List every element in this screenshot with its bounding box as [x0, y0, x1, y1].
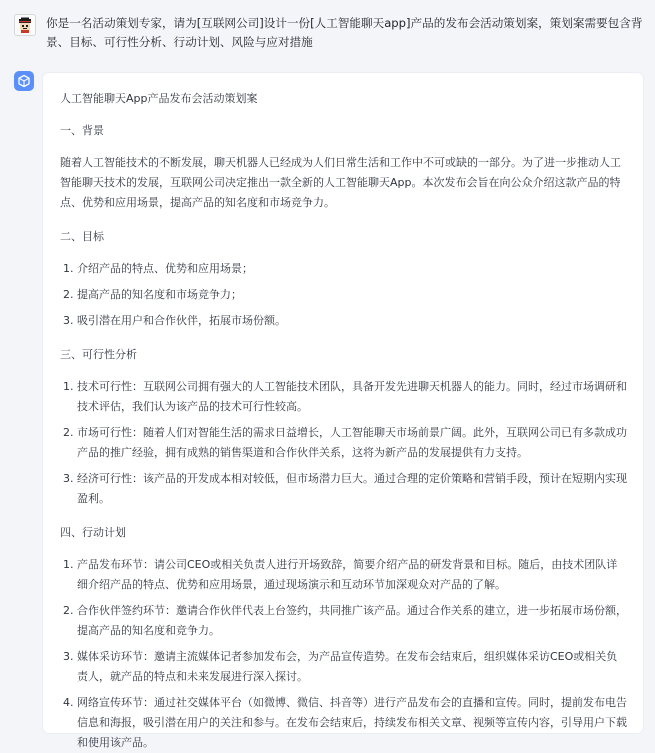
section-heading-feasibility: 三、可行性分析: [60, 348, 137, 361]
user-avatar[interactable]: [14, 14, 36, 36]
list-item: 1. 产品发布环节：请公司CEO或相关负责人进行开场致辞，简要介绍产品的研发背景和目标。随后，由技术团队详细介绍产品的特点、优势和应用场景，通过现场演示和互动环节加深观众对产品的了解。: [77, 555, 627, 595]
list-item: 3. 吸引潜在用户和合作伙伴，拓展市场份额。: [77, 311, 627, 331]
feasibility-list: [60, 377, 627, 509]
list-item: 4. 网络宣传环节：通过社交媒体平台（如微博、微信、抖音等）进行产品发布会的直播和宣传。同时，提前发布电告信息和海报，吸引潜在用户的关注和参与。在发布会结束后，持续发布相关文章、视频等宣传内容，引导用户下载和使用该产品。: [77, 693, 627, 753]
list-item: 3. 经济可行性：该产品的开发成本相对较低，但市场潜力巨大。通过合理的定价策略和营销手段，预计在短期内实现盈利。: [77, 469, 627, 509]
response-title: 人工智能聊天App产品发布会活动策划案: [60, 92, 258, 105]
action-plan-list: [60, 555, 627, 753]
assistant-response-card: [43, 73, 643, 749]
goals-list: [60, 259, 627, 331]
assistant-avatar: [14, 71, 34, 91]
background-paragraph: 随着人工智能技术的不断发展，聊天机器人已经成为人们日常生活和工作中不可或缺的一部分。为了进一步推动人工智能聊天技术的发展，互联网公司决定推出一款全新的人工智能聊天App。本次发布会旨在向公众介绍这款产品的特点、优势和应用场景，提高产品的知名度和市场竞争力。: [60, 156, 621, 209]
section-heading-background: 一、背景: [60, 124, 104, 137]
section-heading-goals: 二、目标: [60, 230, 104, 243]
user-question: 你是一名活动策划专家，请为[互联网公司]设计一份[人工智能聊天app]产品的发布会活动策划案，策划案需要包含背景、目标、可行性分析、行动计划、风险与应对措施: [46, 16, 643, 49]
cube-icon: [17, 74, 31, 88]
list-item: 2. 提高产品的知名度和市场竞争力；: [77, 285, 627, 305]
list-item: 1. 技术可行性：互联网公司拥有强大的人工智能技术团队，具备开发先进聊天机器人的能力。同时，经过市场调研和技术评估，我们认为该产品的技术可行性较高。: [77, 377, 627, 417]
section-heading-action-plan: 四、行动计划: [60, 526, 126, 539]
list-item: 2. 市场可行性：随着人们对智能生活的需求日益增长，人工智能聊天市场前景广阔。此外，互联网公司已有多款成功产品的推广经验，拥有成熟的销售渠道和合作伙伴关系，这将为新产品的发展提供有力支持。: [77, 423, 627, 463]
pirate-skull-icon: [16, 16, 34, 34]
list-item: 2. 合作伙伴签约环节：邀请合作伙伴代表上台签约，共同推广该产品。通过合作关系的建立，进一步拓展市场份额，提高产品的知名度和竞争力。: [77, 601, 627, 641]
list-item: 3. 媒体采访环节：邀请主流媒体记者参加发布会，为产品宣传造势。在发布会结束后，组织媒体采访CEO或相关负责人，就产品的特点和未来发展进行深入探讨。: [77, 647, 627, 687]
user-message: [14, 14, 645, 52]
list-item: 1. 介绍产品的特点、优势和应用场景；: [77, 259, 627, 279]
